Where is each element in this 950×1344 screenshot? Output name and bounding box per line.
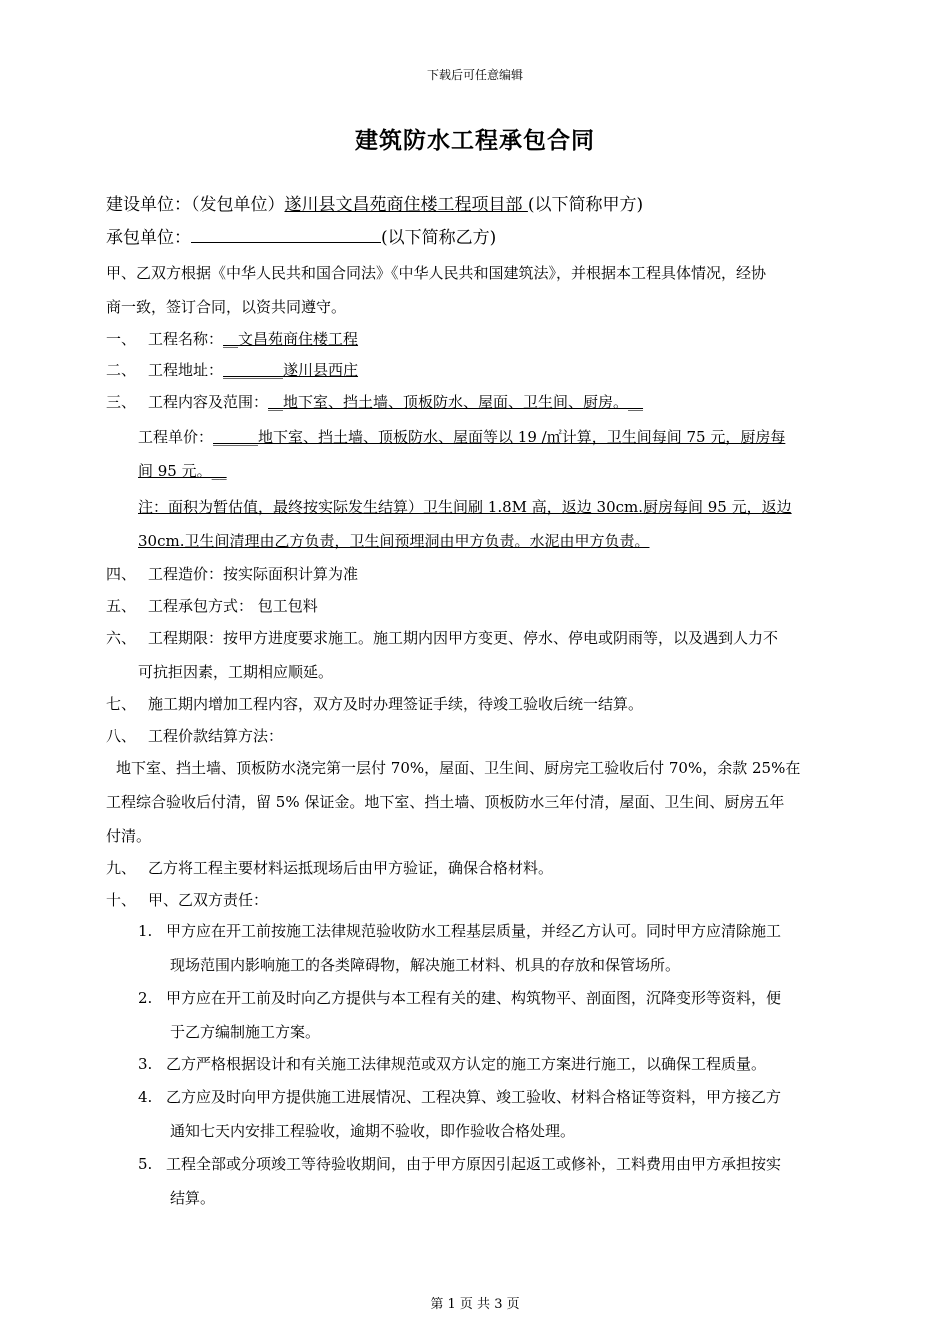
party-a-suffix: (以下简称甲方) bbox=[527, 195, 644, 215]
item-10-num: 十、 bbox=[106, 891, 137, 909]
item-1-value: __文昌苑商住楼工程 bbox=[223, 330, 359, 348]
item-10 bbox=[106, 889, 268, 910]
duty-1-line-1: 甲方应在开工前按施工法律规范验收防水工程基层质量，并经乙方认可。同时甲方应清除施工 bbox=[166, 922, 782, 940]
page-number: 第 1 页 共 3 页 bbox=[430, 1297, 520, 1312]
party-b-blank bbox=[191, 228, 381, 243]
duty-5-line-1: 工程全部或分项竣工等待验收期间，由于甲方原因引起返工或修补，工料费用由甲方承担按实 bbox=[166, 1155, 782, 1173]
duty-1-num: 1. bbox=[138, 922, 153, 940]
item-6-line-1: 工程期限：按甲方进度要求施工。施工期内因甲方变更、停水、停电或阴雨等，以及遇到人力不 bbox=[148, 629, 779, 647]
duty-3-line-1: 乙方严格根据设计和有关施工法律规范或双方认定的施工方案进行施工，以确保工程质量。 bbox=[166, 1055, 767, 1073]
item-9 bbox=[106, 857, 553, 878]
party-b-line bbox=[106, 223, 496, 248]
duty-3 bbox=[138, 1053, 766, 1074]
item-3-value: __地下室、挡土墙、顶板防水、屋面、卫生间、厨房。__ bbox=[268, 393, 644, 411]
item-7-num: 七、 bbox=[106, 695, 137, 713]
duty-5-line-2: 结算。 bbox=[170, 1189, 216, 1207]
duty-2-num: 2. bbox=[138, 989, 153, 1007]
duty-1-line-2: 现场范围内影响施工的各类障碍物，解决施工材料、机具的存放和保管场所。 bbox=[170, 956, 681, 974]
duty-4 bbox=[138, 1086, 781, 1107]
item-1-label: 工程名称： bbox=[148, 330, 224, 348]
item-6 bbox=[106, 627, 778, 648]
item-2-value: ________遂川县西庄 bbox=[223, 361, 359, 379]
intro-line-1: 甲、乙双方根据《中华人民共和国合同法》《中华人民共和国建筑法》，并根据本工程具体情况，经协 bbox=[106, 264, 767, 282]
item-3-label: 工程内容及范围： bbox=[148, 393, 269, 411]
party-a-label: 建设单位：（发包单位） bbox=[106, 195, 285, 215]
duty-4-line-2: 通知七天内安排工程验收，逾期不验收，即作验收合格处理。 bbox=[170, 1122, 576, 1140]
payment-line-2: 工程综合验收后付清，留 5% 保证金。地下室、挡土墙、顶板防水三年付清，屋面、卫生间、厨房五年 bbox=[106, 793, 785, 811]
page-title: 建筑防水工程承包合同 bbox=[355, 127, 595, 154]
item-9-text: 乙方将工程主要材料运抵现场后由甲方验证，确保合格材料。 bbox=[148, 859, 554, 877]
duty-4-num: 4. bbox=[138, 1088, 153, 1106]
intro-line-2: 商一致，签订合同，以资共同遵守。 bbox=[106, 298, 347, 316]
duty-3-num: 3. bbox=[138, 1055, 153, 1073]
item-4-num: 四、 bbox=[106, 565, 137, 583]
unit-price-label: 工程单价： bbox=[138, 428, 214, 446]
duty-2-line-1: 甲方应在开工前及时向乙方提供与本工程有关的建、构筑物平、剖面图，沉降变形等资料，便 bbox=[166, 989, 782, 1007]
item-9-num: 九、 bbox=[106, 859, 137, 877]
item-3 bbox=[106, 391, 643, 412]
duty-2-line-2: 于乙方编制施工方案。 bbox=[170, 1023, 321, 1041]
duty-5-num: 5. bbox=[138, 1155, 153, 1173]
unit-price-line-1 bbox=[138, 426, 785, 447]
unit-price-value: ______地下室、挡土墙、顶板防水、屋面等以 19 /㎡计算，卫生间每间 75 元，厨房每 bbox=[213, 428, 786, 446]
party-b-label: 承包单位： bbox=[106, 228, 191, 248]
duty-5 bbox=[138, 1153, 781, 1174]
header-note: 下载后可任意编辑 bbox=[426, 68, 523, 82]
item-8-num: 八、 bbox=[106, 727, 137, 745]
item-5-text: 工程承包方式： 包工包料 bbox=[148, 597, 318, 615]
payment-line-1: 地下室、挡土墙、顶板防水浇完第一层付 70%，屋面、卫生间、厨房完工验收后付 70%，余款 25%在 bbox=[116, 759, 801, 777]
item-1-num: 一、 bbox=[106, 330, 137, 348]
item-5 bbox=[106, 595, 318, 616]
item-4-text: 工程造价：按实际面积计算为准 bbox=[148, 565, 359, 583]
party-b-suffix: (以下简称乙方) bbox=[381, 228, 497, 248]
item-6-line-2: 可抗拒因素，工期相应顺延。 bbox=[138, 663, 334, 681]
item-6-num: 六、 bbox=[106, 629, 137, 647]
note-line-2: 30cm.卫生间清理由乙方负责，卫生间预埋洞由甲方负责。水泥由甲方负责。 bbox=[138, 532, 650, 550]
item-1 bbox=[106, 328, 503, 349]
payment-line-3: 付清。 bbox=[106, 827, 152, 845]
duty-1 bbox=[138, 920, 781, 941]
duty-2 bbox=[138, 987, 781, 1008]
item-10-text: 甲、乙双方责任： bbox=[148, 891, 269, 909]
party-a-line bbox=[106, 190, 643, 215]
item-2-label: 工程地址： bbox=[148, 361, 224, 379]
item-2-num: 二、 bbox=[106, 361, 137, 379]
item-7 bbox=[106, 693, 643, 714]
party-a-value: 遂川县文昌苑商住楼工程项目部 bbox=[284, 195, 528, 215]
unit-price-line-2: 间 95 元。__ bbox=[138, 462, 227, 480]
item-7-text: 施工期内增加工程内容，双方及时办理签证手续，待竣工验收后统一结算。 bbox=[148, 695, 644, 713]
item-2 bbox=[106, 359, 539, 380]
item-8 bbox=[106, 725, 283, 746]
note-line-1: 注：面积为暂估值，最终按实际发生结算）卫生间刷 1.8M 高，返边 30cm.厨房每间 95 元，返边 bbox=[138, 498, 792, 516]
duty-4-line-1: 乙方应及时向甲方提供施工进展情况、工程决算、竣工验收、材料合格证等资料，甲方接乙方 bbox=[166, 1088, 782, 1106]
item-3-num: 三、 bbox=[106, 393, 137, 411]
item-5-num: 五、 bbox=[106, 597, 137, 615]
item-4 bbox=[106, 563, 358, 584]
item-8-text: 工程价款结算方法： bbox=[148, 727, 284, 745]
